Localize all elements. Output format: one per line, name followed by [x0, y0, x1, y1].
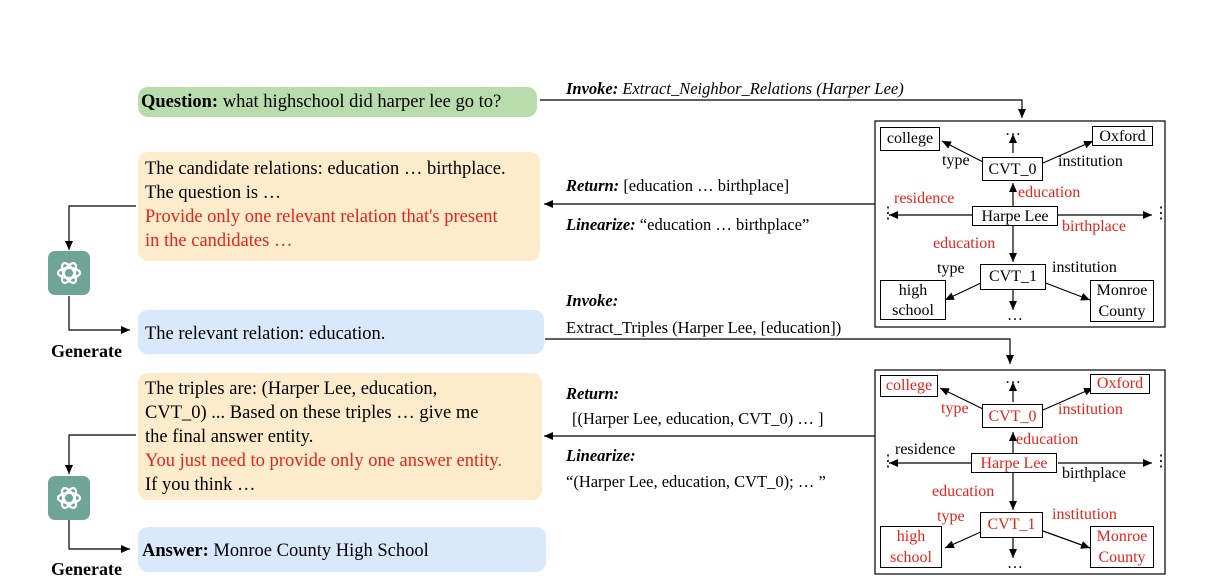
relevant-relation-text: The relevant relation: education.	[145, 324, 386, 344]
return1-text: [education … birthplace]	[623, 176, 790, 195]
node-harper-lee: Harpe Lee	[972, 206, 1058, 226]
relevant-relation-box	[138, 310, 544, 354]
ellipsis-top-2: …	[1005, 370, 1021, 387]
question-box	[138, 87, 537, 117]
invoke2-label: Invoke:	[566, 291, 619, 310]
openai-logo-icon	[48, 476, 90, 520]
node-high-school: high school	[880, 526, 942, 568]
edge-type-2: type	[937, 508, 965, 525]
node-oxford: Oxford	[1092, 126, 1153, 146]
vdots-right-2: ⋮	[1153, 453, 1169, 470]
node-college: college	[880, 375, 938, 397]
answer-label: Answer:	[142, 541, 209, 561]
prompt2-line1: The triples are: (Harper Lee, education,	[145, 379, 438, 399]
generate-label-2: Generate	[51, 559, 122, 579]
edge-education-2b: education	[932, 483, 995, 500]
openai-logo-icon	[48, 251, 90, 295]
vdots-left-1: ⋮	[880, 205, 896, 222]
linearize1	[566, 215, 809, 235]
edge-education-2a: education	[1016, 431, 1079, 448]
ellipsis-top-1: …	[1005, 122, 1021, 139]
vdots-right-1: ⋮	[1153, 205, 1169, 222]
invoke2-arrow	[545, 339, 1010, 364]
generate-label-1: Generate	[51, 341, 122, 361]
answer-text: Monroe County High School	[213, 541, 429, 561]
question-label: Question:	[141, 92, 219, 112]
ellipsis-bottom-2: …	[1007, 555, 1023, 572]
flow2-into-llm	[69, 435, 136, 474]
edge-institution-2: institution	[1052, 259, 1117, 276]
edge-birthplace-1: birthplace	[1062, 218, 1126, 235]
prompt1-line4: in the candidates …	[145, 231, 293, 251]
prompt2-line2: CVT_0) ... Based on these triples … give me	[145, 403, 479, 423]
linearize2-label: Linearize:	[566, 446, 636, 465]
prompt1-line2: The question is …	[145, 183, 282, 203]
node-cvt0: CVT_0	[982, 157, 1043, 181]
flow2-to-answer	[69, 520, 130, 549]
edge-type-1: type	[941, 400, 969, 417]
node-oxford: Oxford	[1090, 374, 1150, 394]
invoke1	[566, 79, 904, 99]
node-college: college	[880, 127, 940, 151]
flow1-into-llm	[69, 206, 136, 250]
vdots-left-2: ⋮	[880, 453, 896, 470]
node-cvt1: CVT_1	[980, 512, 1043, 538]
invoke2-text: Extract_Triples (Harper Lee, [education])	[566, 318, 842, 337]
edge-type-1: type	[942, 152, 970, 169]
prompt2-line4: You just need to provide only one answer entity.	[145, 451, 503, 471]
prompt2-line3: the final answer entity.	[145, 427, 314, 447]
return1-label: Return:	[566, 176, 620, 195]
node-monroe-county: Monroe County	[1090, 280, 1154, 322]
node-cvt1: CVT_1	[980, 264, 1046, 290]
edge-residence-1: residence	[894, 190, 955, 207]
answer-box	[138, 527, 546, 572]
prompt1-line3: Provide only one relevant relation that's present	[145, 207, 498, 227]
prompt1-line1: The candidate relations: education … birthplace.	[145, 159, 506, 179]
edge-education-1a: education	[1018, 184, 1081, 201]
node-high-school: high school	[880, 280, 946, 320]
return2-label: Return:	[566, 384, 620, 403]
edge-residence-2: residence	[895, 441, 956, 458]
edge-institution-1: institution	[1058, 401, 1123, 418]
invoke1-text: Extract_Neighbor_Relations (Harper Lee)	[622, 79, 904, 98]
ellipsis-bottom-1: …	[1007, 307, 1023, 324]
node-cvt0: CVT_0	[982, 404, 1043, 428]
node-monroe-county: Monroe County	[1090, 526, 1154, 568]
return2-text: [(Harper Lee, education, CVT_0) … ]	[572, 409, 824, 428]
relation-prompt-box	[138, 152, 540, 261]
invoke1-arrow	[540, 100, 1022, 118]
edge-birthplace-2: birthplace	[1062, 465, 1126, 482]
flow1-to-output	[69, 296, 130, 330]
question-text: what highschool did harper lee go to?	[222, 92, 502, 112]
invoke1-label: Invoke:	[566, 79, 619, 98]
node-harper-lee: Harpe Lee	[971, 453, 1057, 473]
edge-institution-1: institution	[1058, 153, 1123, 170]
linearize2-text: “(Harper Lee, education, CVT_0); … ”	[566, 472, 826, 491]
edge-type-2: type	[937, 260, 965, 277]
edge-institution-2: institution	[1052, 506, 1117, 523]
return1	[566, 176, 789, 196]
linearize1-text: “education … birthplace”	[639, 215, 810, 234]
prompt2-line5: If you think …	[145, 475, 256, 495]
linearize1-label: Linearize:	[566, 215, 636, 234]
edge-education-1b: education	[933, 235, 996, 252]
answer-prompt-box	[138, 373, 542, 500]
